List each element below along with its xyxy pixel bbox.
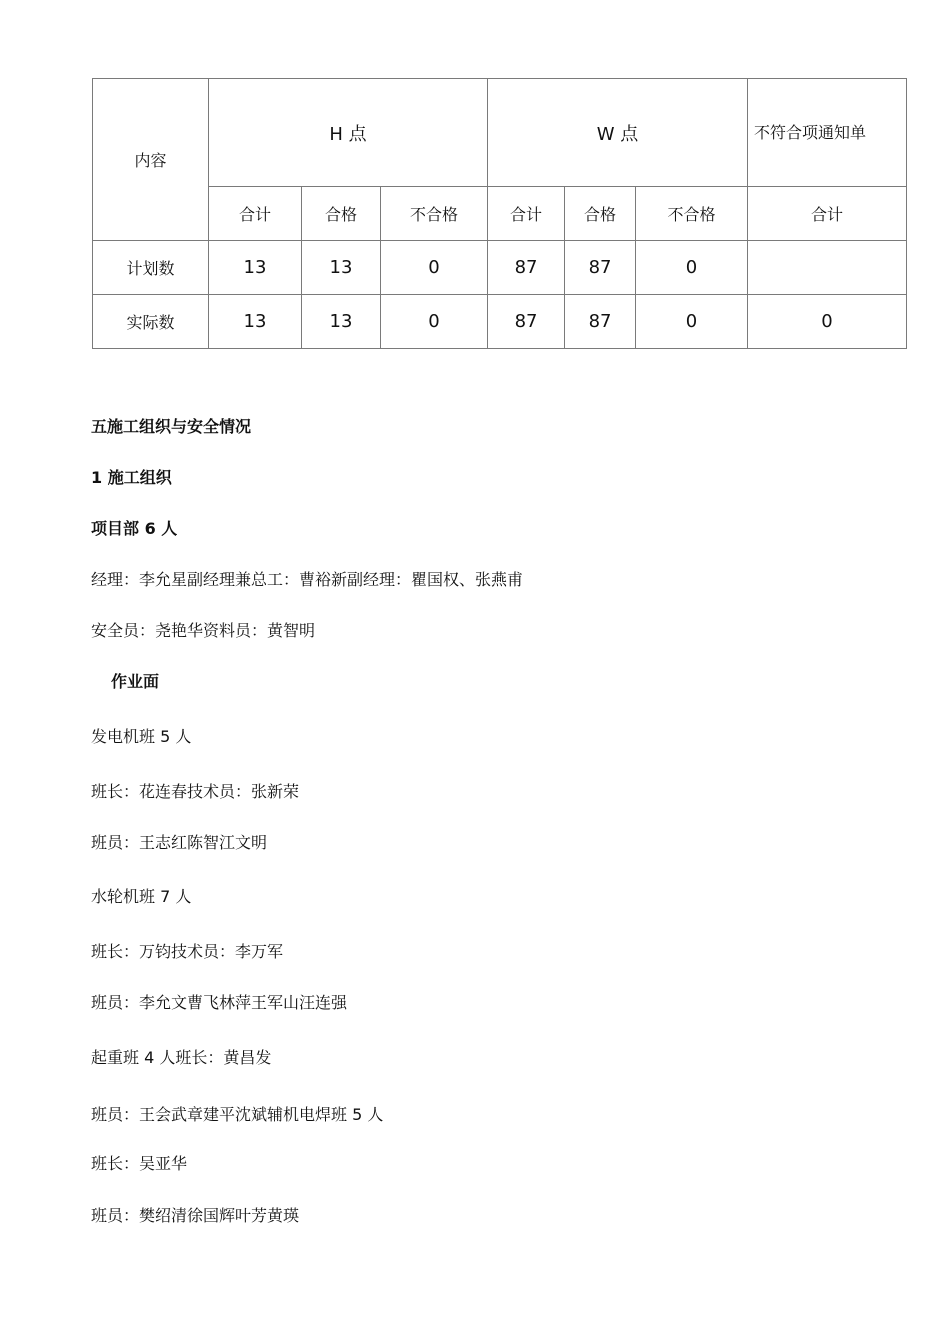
sub-header: 合计 <box>488 187 565 241</box>
ncr-header: 不符合项通知单 <box>748 79 907 187</box>
project-dept-heading: 项目部 6 人 <box>91 519 178 538</box>
team-heading: 发电机班 5 人 <box>91 727 192 746</box>
table-cell: 0 <box>381 241 488 295</box>
row-label: 计划数 <box>93 241 209 295</box>
w-point-header: W 点 <box>488 79 748 187</box>
inspection-table <box>92 78 907 349</box>
text-line: 班员：樊绍清徐国辉叶芳黄瑛 <box>91 1206 300 1225</box>
sub-header: 合格 <box>302 187 381 241</box>
sub-header: 合计 <box>209 187 302 241</box>
table-cell: 87 <box>488 295 565 349</box>
table-cell: 87 <box>565 295 636 349</box>
table-cell: 13 <box>209 295 302 349</box>
table-cell: 13 <box>302 295 381 349</box>
table-cell: 87 <box>565 241 636 295</box>
text-line: 班长：万钧技术员：李万军 <box>91 942 284 961</box>
table-cell: 0 <box>636 295 748 349</box>
table-cell: 87 <box>488 241 565 295</box>
text-line: 安全员：尧艳华资料员：黄智明 <box>91 621 316 640</box>
table-cell: 0 <box>381 295 488 349</box>
h-point-header: H 点 <box>209 79 488 187</box>
table-cell: 13 <box>302 241 381 295</box>
team-heading: 水轮机班 7 人 <box>91 887 192 906</box>
row-label: 实际数 <box>93 295 209 349</box>
text-line: 经理：李允星副经理兼总工：曹裕新副经理：瞿国权、张燕甫 <box>91 570 524 589</box>
table-row <box>93 241 907 295</box>
row-header-cell: 内容 <box>93 79 209 241</box>
text-line: 班长：吴亚华 <box>91 1154 188 1173</box>
table-cell: 13 <box>209 241 302 295</box>
subsection-heading: 1 施工组织 <box>91 468 172 487</box>
text-line: 班员：李允文曹飞林萍王军山汪连强 <box>91 993 348 1012</box>
table-cell: 0 <box>748 295 907 349</box>
text-line: 班员：王会武章建平沈斌辅机电焊班 5 人 <box>91 1105 384 1124</box>
sub-header: 合计 <box>748 187 907 241</box>
sub-header: 不合格 <box>636 187 748 241</box>
sub-header: 合格 <box>565 187 636 241</box>
table-cell <box>748 241 907 295</box>
text-line: 班长：花连春技术员：张新荣 <box>91 782 300 801</box>
text-line: 班员：王志红陈智江文明 <box>91 833 268 852</box>
work-area-heading: 作业面 <box>111 672 160 691</box>
section-heading: 五施工组织与安全情况 <box>91 417 252 436</box>
team-heading: 起重班 4 人班长：黄昌发 <box>91 1048 272 1067</box>
table-row <box>93 295 907 349</box>
sub-header: 不合格 <box>381 187 488 241</box>
table-cell: 0 <box>636 241 748 295</box>
